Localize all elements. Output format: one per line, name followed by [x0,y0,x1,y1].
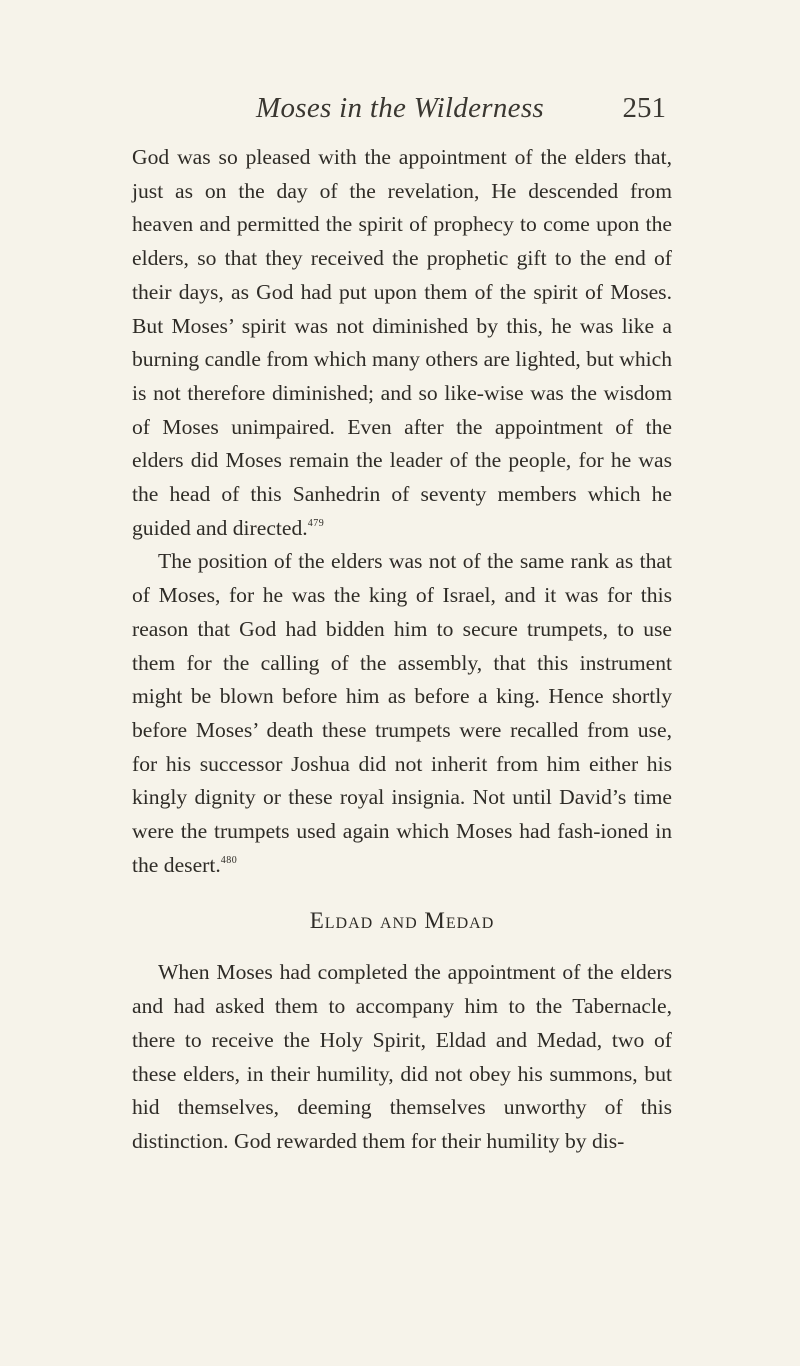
section-heading: Eldad and Medad [309,908,495,934]
running-header [0,92,800,132]
body-text [132,141,672,1159]
paragraph [132,956,672,1158]
running-title: Moses in the Wilderness [255,92,544,124]
paragraph [132,545,672,882]
page-number: 251 [622,92,666,124]
footnote-reference: 479 [307,517,325,529]
paragraph [132,141,672,545]
paragraph-text: The position of the elders was not of the same rank as that of Moses, for he was the king of Israel, and it was for this reason that God had bidden him to secure trumpets, to use them for the calling of the assembly, that this instrument might be blown before him as before a king. Hence shortly before Moses’ death these trumpets were recalled from use, for his successor Joshua did not inherit from him either his kingly dignity or these royal insignia. Not until David’s time were the trumpets used again which Moses had fash-ioned in the desert. [132,549,672,877]
paragraph-text: When Moses had completed the appointment of the elders and had asked them to accompany him to the Tabernacle, there to receive the Holy Spirit, Eldad and Medad, two of these elders, in their humility, did not obey his summons, but hid themselves, deeming themselves unworthy of this distinction. God rewarded them for their humility by dis- [132,960,672,1153]
paragraph-text: God was so pleased with the appointment of the elders that, just as on the day of the revelation, He descended from heaven and permitted the spirit of prophecy to come upon the elders, so that they received the prophetic gift to the end of their days, as God had put upon them of the spirit of Moses. But Moses’ spirit was not diminished by this, he was like a burning candle from which many others are lighted, but which is not therefore diminished; and so like-wise was the wisdom of Moses unimpaired. Even after the appointment of the elders did Moses remain the leader of the people, for he was the head of this Sanhedrin of seventy members which he guided and directed. [132,145,672,540]
footnote-reference: 480 [220,854,238,866]
